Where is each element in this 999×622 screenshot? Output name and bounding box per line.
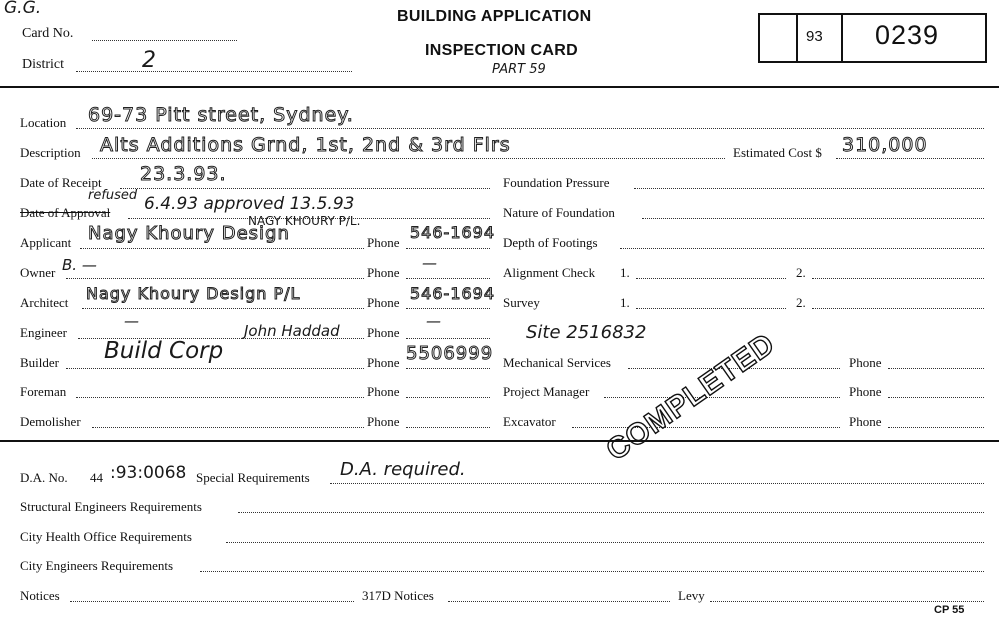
survey-2-line — [812, 308, 984, 309]
alignment-2: 2. — [796, 265, 806, 280]
applicant-phone-line — [406, 248, 490, 249]
health-line — [226, 542, 984, 543]
applicant-phone-label: Phone — [367, 235, 400, 250]
architect-phone-label: Phone — [367, 295, 400, 310]
depth-footings-label: Depth of Footings — [503, 235, 598, 250]
alignment-1-line — [636, 278, 786, 279]
builder-value: Build Corp — [104, 338, 224, 364]
survey-label: Survey — [503, 295, 540, 310]
applicant-line — [80, 248, 364, 249]
completed-stamp: COMPLETED — [600, 326, 782, 468]
applicant-value: Nagy Khoury Design — [88, 223, 290, 244]
architect-line — [82, 308, 364, 309]
mechanical-phone-line — [888, 368, 984, 369]
date-receipt-label: Date of Receipt — [20, 175, 102, 190]
survey-2: 2. — [796, 295, 806, 310]
middle-rule — [0, 440, 999, 442]
excavator-phone-label: Phone — [849, 414, 882, 429]
card-no-label: Card No. — [22, 26, 74, 41]
estimated-cost-label: Estimated Cost $ — [733, 145, 822, 160]
owner-phone-line — [406, 278, 490, 279]
foreman-phone-label: Phone — [367, 384, 400, 399]
demolisher-label: Demolisher — [20, 414, 81, 429]
card-prefix: 93 — [806, 28, 823, 45]
owner-label: Owner — [20, 265, 56, 280]
date-approval-label: Date of Approval — [20, 205, 111, 220]
owner-phone-label: Phone — [367, 265, 400, 280]
foreman-phone-line — [406, 397, 490, 398]
foundation-pressure-label: Foundation Pressure — [503, 175, 610, 190]
foundation-pressure-line — [634, 188, 984, 189]
title-line-2: INSPECTION CARD — [425, 42, 578, 59]
card-number-divider-2 — [841, 13, 843, 61]
refused-note: refused — [88, 188, 138, 203]
builder-phone-label: Phone — [367, 355, 400, 370]
da-value: :93:0068 — [110, 463, 187, 483]
owner-line — [66, 278, 364, 279]
depth-footings-line — [620, 248, 984, 249]
mechanical-phone-label: Phone — [849, 355, 882, 370]
district-line — [76, 71, 352, 72]
architect-value: Nagy Khoury Design P/L — [86, 284, 301, 303]
initials: G.G. — [4, 0, 42, 18]
notices-317d-line — [448, 601, 670, 602]
project-manager-line — [604, 397, 840, 398]
district-value: 2 — [142, 48, 156, 73]
levy-label: Levy — [678, 588, 705, 603]
special-line — [330, 483, 984, 484]
demolisher-line — [92, 427, 364, 428]
builder-phone: 5506999 — [406, 343, 494, 364]
location-label: Location — [20, 115, 67, 130]
builder-phone-line — [406, 368, 490, 369]
district-label: District — [22, 57, 64, 72]
special-label: Special Requirements — [196, 470, 310, 485]
engineer-extra: John Haddad — [244, 322, 340, 340]
da-prefix: 44 — [90, 470, 103, 485]
demolisher-phone-line — [406, 427, 490, 428]
engineer-phone-line — [406, 338, 490, 339]
structural-line — [238, 512, 984, 513]
card-number-divider-1 — [796, 13, 798, 61]
engineer-phone: — — [426, 312, 441, 330]
owner-value: B. — — [62, 256, 97, 274]
project-manager-label: Project Manager — [503, 384, 590, 399]
card-number: 0239 — [875, 20, 940, 50]
header-rule — [0, 86, 999, 88]
card-number-box — [758, 13, 987, 63]
date-receipt-line — [120, 188, 490, 189]
builder-label: Builder — [20, 355, 59, 370]
city-eng-label: City Engineers Requirements — [20, 558, 174, 573]
approval-value: 6.4.93 approved 13.5.93 — [144, 194, 355, 214]
owner-phone: — — [422, 254, 437, 272]
survey-1: 1. — [620, 295, 630, 310]
estimated-cost-value: 310,000 — [842, 134, 928, 156]
city-eng-line — [200, 571, 984, 572]
nature-foundation-label: Nature of Foundation — [503, 205, 615, 220]
mechanical-label: Mechanical Services — [503, 355, 611, 370]
builder-line — [66, 368, 364, 369]
excavator-phone-line — [888, 427, 984, 428]
site-note: Site 2516832 — [526, 322, 647, 343]
structural-label: Structural Engineers Requirements — [20, 499, 202, 514]
architect-phone: 546-1694 — [410, 284, 496, 303]
project-manager-phone-label: Phone — [849, 384, 882, 399]
engineer-phone-label: Phone — [367, 325, 400, 340]
excavator-line — [572, 427, 840, 428]
architect-phone-line — [406, 308, 490, 309]
date-receipt-value: 23.3.93. — [140, 163, 227, 185]
alignment-label: Alignment Check — [503, 265, 596, 280]
description-line — [92, 158, 725, 159]
applicant-correction: NAGY KHOURY P/L. — [248, 214, 361, 228]
foreman-line — [76, 397, 364, 398]
applicant-phone: 546-1694 — [410, 223, 496, 242]
engineer-value: — — [124, 312, 139, 330]
excavator-label: Excavator — [503, 414, 556, 429]
title-line-1: BUILDING APPLICATION — [397, 8, 592, 25]
location-line — [76, 128, 984, 129]
levy-line — [710, 601, 984, 602]
description-label: Description — [20, 145, 81, 160]
notices-line — [70, 601, 354, 602]
special-value: D.A. required. — [340, 459, 466, 480]
card-no-line — [92, 40, 237, 41]
description-value: Alts Additions Grnd, 1st, 2nd & 3rd Flrs — [100, 134, 511, 156]
foreman-label: Foreman — [20, 384, 67, 399]
demolisher-phone-label: Phone — [367, 414, 400, 429]
alignment-2-line — [812, 278, 984, 279]
health-label: City Health Office Requirements — [20, 529, 192, 544]
nature-foundation-line — [642, 218, 984, 219]
estimated-cost-line — [836, 158, 984, 159]
footer-code: CP 55 — [934, 604, 965, 616]
notices-label: Notices — [20, 588, 60, 603]
da-label: D.A. No. — [20, 470, 68, 485]
alignment-1: 1. — [620, 265, 630, 280]
survey-1-line — [636, 308, 786, 309]
architect-label: Architect — [20, 295, 69, 310]
part-label: PART 59 — [492, 62, 546, 77]
location-value: 69-73 Pitt street, Sydney. — [88, 104, 354, 126]
project-manager-phone-line — [888, 397, 984, 398]
applicant-label: Applicant — [20, 235, 72, 250]
engineer-label: Engineer — [20, 325, 67, 340]
notices-317d-label: 317D Notices — [362, 588, 434, 603]
